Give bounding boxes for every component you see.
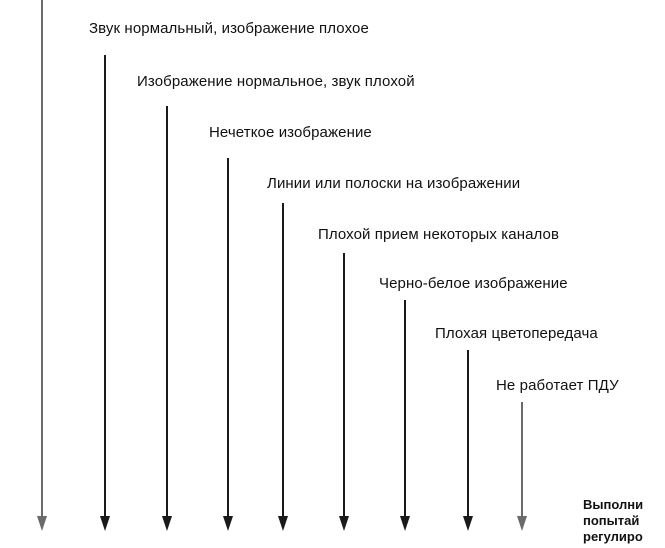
arrow-line-3 — [227, 158, 229, 518]
arrowhead-7 — [463, 516, 473, 531]
arrowhead-1 — [100, 516, 110, 531]
symptom-label-6: Черно-белое изображение — [379, 275, 568, 292]
note-line-3: регулиро — [583, 529, 643, 544]
arrowhead-0 — [37, 516, 47, 531]
instruction-note — [583, 497, 665, 545]
arrow-line-6 — [404, 300, 406, 518]
symptom-label-3: Нечеткое изображение — [209, 124, 372, 141]
arrowhead-3 — [223, 516, 233, 531]
symptom-label-2: Изображение нормальное, звук плохой — [137, 73, 415, 90]
arrow-line-2 — [166, 106, 168, 518]
arrowhead-4 — [278, 516, 288, 531]
note-line-1: Выполни — [583, 497, 644, 512]
arrow-line-8 — [521, 402, 523, 518]
symptom-label-8: Не работает ПДУ — [496, 377, 619, 394]
arrowhead-8 — [517, 516, 527, 531]
note-line-2: попытай — [583, 513, 640, 528]
symptom-label-7: Плохая цветопередача — [435, 325, 598, 342]
symptom-label-4: Линии или полоски на изображении — [267, 175, 521, 192]
arrowhead-2 — [162, 516, 172, 531]
arrow-line-4 — [282, 203, 284, 518]
symptom-label-1: Звук нормальный, изображение плохое — [89, 20, 369, 37]
symptom-label-5: Плохой прием некоторых каналов — [318, 226, 560, 243]
arrow-line-1 — [104, 55, 106, 518]
arrow-line-7 — [467, 350, 469, 518]
arrow-line-5 — [343, 253, 345, 518]
arrow-line-0 — [41, 0, 43, 518]
arrowhead-6 — [400, 516, 410, 531]
arrowhead-5 — [339, 516, 349, 531]
